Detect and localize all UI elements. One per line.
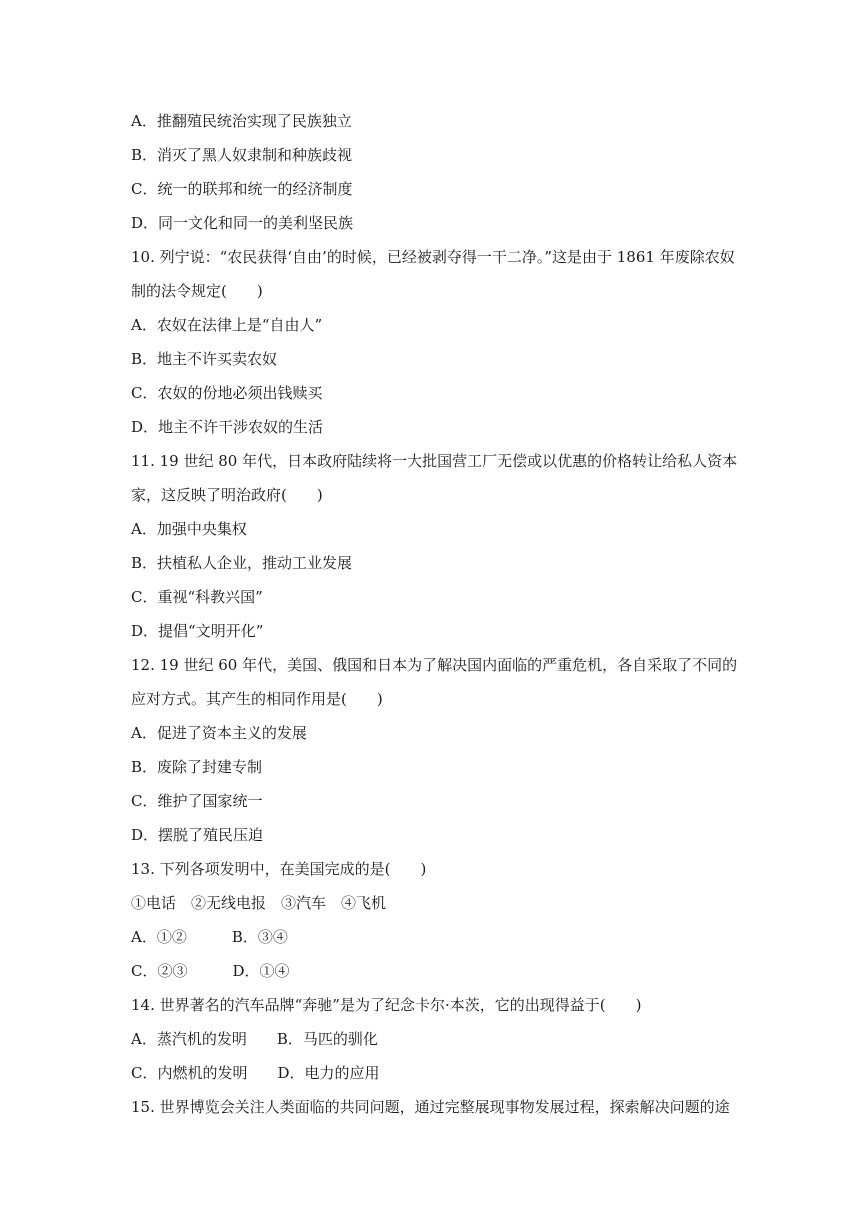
option-10a: A．农奴在法律上是“自由人” — [131, 316, 323, 334]
option-11a: A．加强中央集权 — [131, 520, 247, 538]
option-10c: C．农奴的份地必须出钱赎买 — [131, 384, 323, 402]
option-11c: C．重视“科教兴国” — [131, 588, 263, 606]
question-14: 14. 世界著名的汽车品牌“奔驰”是为了纪念卡尔·本茨，它的出现得益于( ) — [131, 996, 642, 1014]
option-12b: B．废除了封建专制 — [131, 758, 263, 776]
question-12-line-1: 12. 19 世纪 60 年代，美国、俄国和日本为了解决国内面临的严重危机，各自采取了不同的 — [131, 656, 738, 674]
question-12-line-2: 应对方式。其产生的相同作用是( ) — [131, 690, 383, 708]
option-10b: B．地主不许买卖农奴 — [131, 350, 278, 368]
option-9c: C．统一的联邦和统一的经济制度 — [131, 180, 353, 198]
options-13cd: C．②③ D．①④ — [131, 962, 290, 980]
option-9d: D．同一文化和同一的美利坚民族 — [131, 214, 354, 232]
option-11b: B．扶植私人企业，推动工业发展 — [131, 554, 353, 572]
question-13: 13. 下列各项发明中，在美国完成的是( ) — [131, 860, 427, 878]
option-9a: A．推翻殖民统治实现了民族独立 — [131, 112, 352, 130]
option-9b: B．消灭了黑人奴隶制和种族歧视 — [131, 146, 353, 164]
option-12d: D．摆脱了殖民压迫 — [131, 826, 264, 844]
options-14ab: A．蒸汽机的发明 B．马匹的驯化 — [131, 1030, 378, 1048]
option-10d: D．地主不许干涉农奴的生活 — [131, 418, 324, 436]
question-10-line-2: 制的法令规定( ) — [131, 282, 263, 300]
question-13-items: ①电话 ②无线电报 ③汽车 ④飞机 — [131, 894, 387, 912]
question-15-line-1: 15. 世界博览会关注人类面临的共同问题，通过完整展现事物发展过程，探索解决问题的途 — [131, 1098, 730, 1116]
options-13ab: A．①② B．③④ — [131, 928, 288, 946]
question-11-line-1: 11. 19 世纪 80 年代，日本政府陆续将一大批国营工厂无偿或以优惠的价格转让给私人资本 — [131, 452, 738, 470]
option-12a: A．促进了资本主义的发展 — [131, 724, 307, 742]
question-10-line-1: 10. 列宁说：“农民获得‘自由’的时候，已经被剥夺得一干二净。”这是由于 1861 年废除农奴 — [131, 248, 735, 266]
options-14cd: C．内燃机的发明 D．电力的应用 — [131, 1064, 380, 1082]
option-11d: D．提倡“文明开化” — [131, 622, 264, 640]
question-11-line-2: 家，这反映了明治政府( ) — [131, 486, 323, 504]
option-12c: C．维护了国家统一 — [131, 792, 263, 810]
